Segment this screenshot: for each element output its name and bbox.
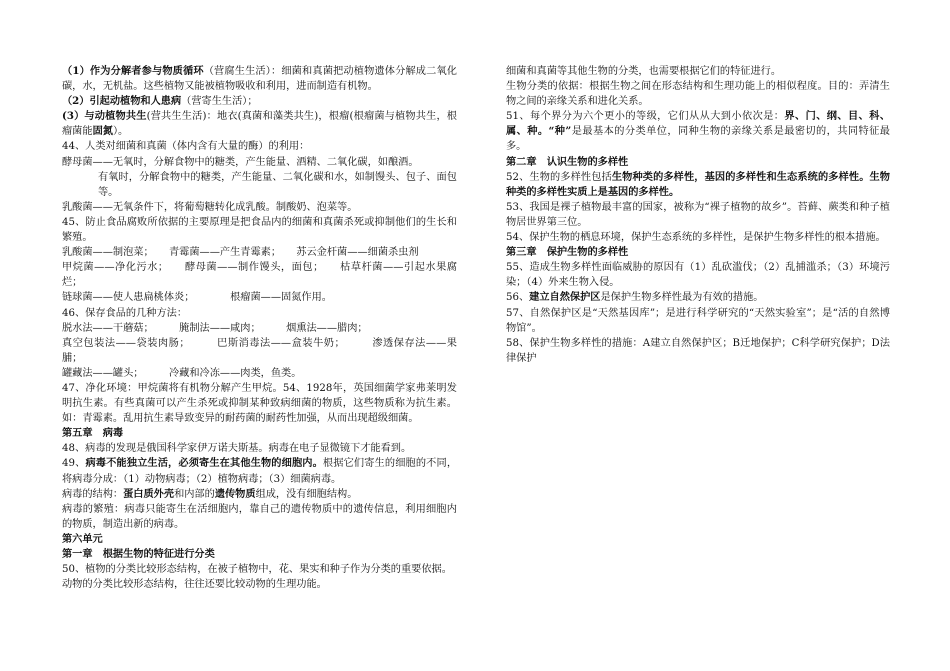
- list-row: 乳酸菌——制泡菜； 青霉菌——产生青霉素； 苏云金杆菌——细菌杀虫剂: [62, 247, 419, 259]
- paragraph: 46、保存食品的几种方法：: [62, 307, 188, 319]
- paragraph: 47、净化环境：甲烷菌将有机物分解产生甲烷。54、1928年，英国细菌学家弗莱明发明抗生素。有些真菌可以产生杀死或抑制某种致病细菌的物质，这些物质称为抗生素。如：青霉素。乱用抗生素导致变异的耐药菌的耐药性加强，从而出现超级细菌。: [62, 382, 457, 425]
- paragraph: 52、生物的多样性包括生物种类的多样性，基因的多样性和生态系统的多样性。生物种类的多样性实质上是基因的多样性。: [506, 170, 890, 198]
- paragraph: 细菌和真菌等其他生物的分类，也需要根据它们的特征进行。: [506, 66, 782, 77]
- paragraph: 45、防止食品腐败所依据的主要原理是把食品内的细菌和真菌杀死或抑制他们的生长和繁殖。: [62, 216, 457, 244]
- paragraph: 生物分类的依据：根据生物之间在形态结构和生理功能上的相似程度。目的：弄清生物之间的亲缘关系和进化关系。: [506, 81, 890, 108]
- paragraph: 有氧时，分解食物中的糖类，产生能量、二氧化碳和水，如制馒头、包子、面包等。: [98, 171, 457, 198]
- paragraph: 51、每个界分为六个更小的等级，它们从从大到小依次是：界、门、纲、目、科、属、种。“种”是最基本的分类单位，同种生物的亲缘关系是最密切的，共同特征最多。: [506, 110, 891, 153]
- paragraph: 酵母菌——无氧时，分解食物中的糖类，产生能量、酒精、二氧化碳，如酿酒。: [62, 156, 419, 168]
- left-column: [62, 64, 457, 592]
- paragraph: 50、植物的分类比较形态结构，在被子植物中，花、果实和种子作为分类的重要依据。: [62, 564, 452, 576]
- paragraph: 48、病毒的发现是俄国科学家伊万诺夫斯基。病毒在电子显微镜下才能看到。: [62, 443, 412, 455]
- chapter-heading: 第一章 根据生物的特征进行分类: [62, 548, 215, 560]
- list-row: 罐藏法——罐头； 冷藏和冷冻——肉类，鱼类。: [62, 367, 302, 379]
- chapter-heading: 第二章 认识生物的多样性: [506, 155, 629, 168]
- paragraph: 病毒的繁殖：病毒只能寄生在活细胞内，靠自己的遗传物质中的遗传信息，利用细胞内的物质，制造出新的病毒。: [62, 503, 457, 530]
- paragraph: 57、自然保护区是“天然基因库”；是进行科学研究的“天然实验室”；是“活的自然博物馆”。: [506, 307, 890, 334]
- list-row: 真空包装法——袋装肉肠； 巴斯消毒法——盒装牛奶； 渗透保存法——果脯；: [62, 337, 457, 364]
- paragraph: 54、保护生物的栖息环境，保护生态系统的多样性，是保护生物多样性的根本措施。: [506, 232, 886, 244]
- unit-heading: 第六单元: [62, 532, 103, 545]
- right-column: [506, 64, 890, 366]
- paragraph: 乳酸菌——无氧条件下，将葡萄糖转化成乳酸。制酸奶、泡菜等。: [62, 201, 358, 213]
- paragraph: 49、病毒不能独立生活，必须寄生在其他生物的细胞内。根据它们寄生的细胞的不同，将病毒分成：（1）动物病毒；（2）植物病毒；（3）细菌病毒。: [62, 457, 458, 485]
- chapter-heading: 第五章 病毒: [62, 427, 124, 440]
- list-row: 甲烷菌——净化污水； 酵母菌——制作馒头，面包； 枯草杆菌——引起水果腐烂；: [62, 262, 457, 289]
- list-row: 链球菌——使人患扁桃体炎； 根瘤菌——固氮作用。: [62, 292, 332, 304]
- paragraph: （2）引起动植物和人患病（营寄生生活）；: [62, 95, 258, 108]
- paragraph: 58、保护生物多样性的措施：A建立自然保护区；B迁地保护；C科学研究保护；D法律保护: [506, 337, 890, 364]
- paragraph: 56、建立自然保护区是保护生物多样性最为有效的措施。: [506, 291, 764, 304]
- paragraph: 55、造成生物多样性面临威胁的原因有（1）乱砍滥伐；（2）乱捕滥杀；（3）环境污染；（4）外来生物入侵。: [506, 262, 890, 289]
- paragraph: 44、人类对细菌和真菌（体内含有大量的酶）的利用：: [62, 141, 310, 153]
- chapter-heading: 第三章 保护生物的多样性: [506, 246, 629, 259]
- paragraph: 动物的分类比较形态结构，往往还要比较动物的生理功能。: [62, 579, 327, 591]
- paragraph: 53、我国是裸子植物最丰富的国家，被称为“裸子植物的故乡”。苔藓、蕨类和种子植物居世界第三位。: [506, 201, 890, 228]
- paragraph: 病毒的结构：蛋白质外壳和内部的遗传物质组成，没有细胞结构。: [62, 487, 358, 500]
- paragraph: (3）与动植物共生(营共生生活)：地衣(真菌和藻类共生)，根瘤(根瘤菌与植物共生，根瘤菌能固氮）。: [62, 110, 457, 138]
- paragraph: （1）作为分解者参与物质循环（营腐生生活）：细菌和真菌把动植物遗体分解成二氧化碳，水，无机盐。这些植物又能被植物吸收和利用，进而制造有机物。: [62, 65, 457, 93]
- list-row: 脱水法——干蘑菇； 腌制法——咸肉； 烟熏法——腊肉；: [62, 322, 368, 334]
